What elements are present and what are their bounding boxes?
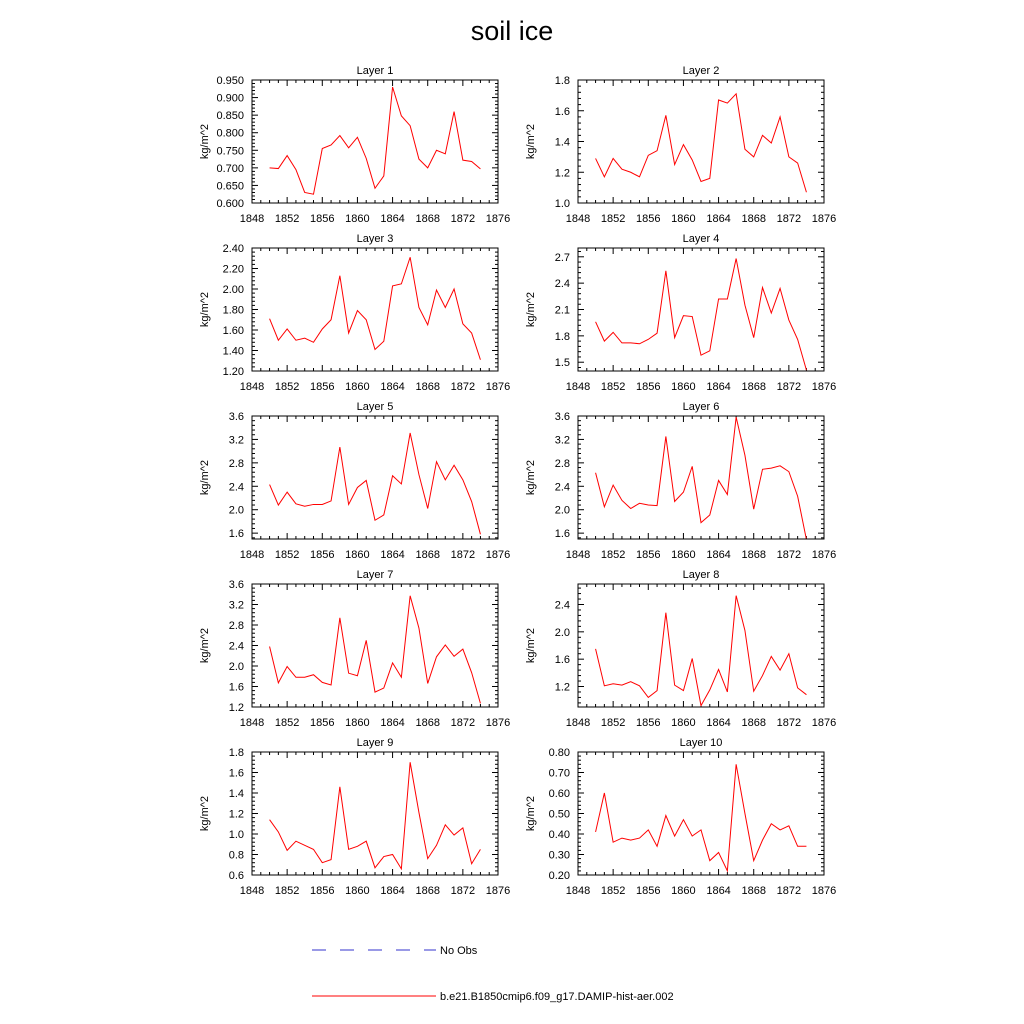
x-tick-label: 1860 bbox=[671, 381, 696, 393]
x-tick-label: 1872 bbox=[450, 549, 476, 561]
x-tick-label: 1872 bbox=[450, 885, 476, 897]
x-tick-label: 1868 bbox=[415, 213, 440, 225]
x-tick-label: 1860 bbox=[345, 549, 370, 561]
panel-layer-3 bbox=[199, 233, 510, 393]
x-tick-label: 1872 bbox=[450, 381, 476, 393]
x-tick-label: 1848 bbox=[565, 381, 591, 393]
x-tick-label: 1864 bbox=[706, 717, 731, 729]
panel-title: Layer 2 bbox=[682, 65, 720, 77]
y-tick-label: 0.700 bbox=[216, 162, 244, 175]
y-tick-label: 3.2 bbox=[554, 434, 570, 447]
panel-title: Layer 7 bbox=[356, 569, 394, 581]
y-tick-label: 1.6 bbox=[228, 767, 244, 780]
x-tick-label: 1848 bbox=[239, 213, 265, 225]
x-tick-label: 1876 bbox=[811, 213, 837, 225]
x-tick-label: 1856 bbox=[636, 381, 661, 393]
panel-layer-7 bbox=[199, 569, 510, 729]
x-tick-label: 1848 bbox=[239, 381, 265, 393]
y-tick-label: 0.600 bbox=[216, 198, 244, 210]
x-tick-label: 1848 bbox=[565, 213, 591, 225]
x-tick-label: 1864 bbox=[380, 381, 405, 393]
panel-title: Layer 1 bbox=[356, 65, 394, 77]
x-tick-label: 1868 bbox=[741, 213, 766, 225]
y-tick-label: 0.800 bbox=[216, 127, 244, 140]
y-tick-label: 2.40 bbox=[222, 243, 244, 255]
plot-frame bbox=[578, 80, 824, 203]
y-tick-label: 0.40 bbox=[548, 829, 570, 841]
y-axis-label: kg/m^2 bbox=[199, 627, 211, 664]
y-tick-label: 2.0 bbox=[554, 626, 570, 639]
y-tick-label: 1.6 bbox=[554, 105, 570, 118]
series-line bbox=[596, 764, 807, 871]
plot-frame bbox=[578, 584, 824, 707]
x-tick-label: 1856 bbox=[636, 549, 661, 561]
y-axis-label: kg/m^2 bbox=[199, 795, 211, 832]
y-tick-label: 1.4 bbox=[554, 136, 570, 149]
y-tick-label: 1.0 bbox=[228, 829, 244, 841]
panel-layer-9 bbox=[199, 737, 510, 897]
x-tick-label: 1852 bbox=[274, 549, 300, 561]
series-line bbox=[596, 94, 807, 192]
y-tick-label: 1.20 bbox=[222, 366, 244, 378]
x-tick-label: 1856 bbox=[310, 717, 335, 729]
y-axis-label: kg/m^2 bbox=[199, 123, 211, 160]
legend-model-label: b.e21.B1850cmip6.f09_g17.DAMIP-hist-aer.002 bbox=[440, 991, 674, 1003]
x-tick-label: 1856 bbox=[310, 381, 335, 393]
y-tick-label: 3.6 bbox=[554, 411, 570, 423]
x-tick-label: 1860 bbox=[345, 717, 370, 729]
x-tick-label: 1860 bbox=[671, 213, 696, 225]
x-tick-label: 1848 bbox=[565, 717, 591, 729]
x-tick-label: 1872 bbox=[776, 213, 802, 225]
y-tick-label: 1.8 bbox=[554, 330, 570, 343]
series-line bbox=[270, 762, 481, 869]
y-tick-label: 0.850 bbox=[216, 110, 244, 123]
y-tick-label: 1.8 bbox=[554, 75, 570, 87]
x-tick-label: 1868 bbox=[741, 381, 766, 393]
series-line bbox=[270, 433, 481, 534]
x-tick-label: 1876 bbox=[485, 381, 511, 393]
x-tick-label: 1852 bbox=[274, 381, 300, 393]
x-tick-label: 1872 bbox=[450, 717, 476, 729]
y-tick-label: 2.4 bbox=[554, 278, 570, 291]
y-tick-label: 0.80 bbox=[548, 747, 570, 759]
x-tick-label: 1848 bbox=[565, 885, 591, 897]
x-tick-label: 1876 bbox=[485, 885, 511, 897]
panel-title: Layer 8 bbox=[682, 569, 720, 581]
series-line bbox=[596, 259, 807, 371]
y-tick-label: 0.750 bbox=[216, 145, 244, 158]
x-tick-label: 1856 bbox=[636, 885, 661, 897]
y-tick-label: 1.60 bbox=[222, 325, 244, 337]
series-line bbox=[596, 596, 807, 706]
x-tick-label: 1852 bbox=[600, 213, 626, 225]
y-tick-label: 1.6 bbox=[228, 528, 244, 541]
x-tick-label: 1876 bbox=[811, 717, 837, 729]
y-axis-label: kg/m^2 bbox=[525, 459, 537, 496]
x-tick-label: 1876 bbox=[485, 213, 511, 225]
y-tick-label: 2.4 bbox=[554, 599, 570, 612]
panel-title: Layer 3 bbox=[356, 233, 394, 245]
y-tick-label: 2.4 bbox=[228, 640, 244, 653]
x-tick-label: 1860 bbox=[345, 885, 370, 897]
x-tick-label: 1868 bbox=[741, 885, 766, 897]
panel-title: Layer 9 bbox=[356, 737, 394, 749]
y-tick-label: 2.0 bbox=[228, 504, 244, 517]
x-tick-label: 1856 bbox=[636, 213, 661, 225]
x-tick-label: 1852 bbox=[274, 213, 300, 225]
x-tick-label: 1848 bbox=[239, 549, 265, 561]
x-tick-label: 1868 bbox=[415, 549, 440, 561]
panel-layer-6 bbox=[525, 401, 836, 561]
y-tick-label: 0.6 bbox=[228, 870, 244, 882]
x-tick-label: 1864 bbox=[706, 213, 731, 225]
x-tick-label: 1864 bbox=[706, 549, 731, 561]
x-tick-label: 1864 bbox=[380, 885, 405, 897]
y-tick-label: 3.2 bbox=[228, 434, 244, 447]
x-tick-label: 1872 bbox=[776, 549, 802, 561]
series-line bbox=[596, 417, 807, 539]
x-tick-label: 1852 bbox=[600, 885, 626, 897]
y-tick-label: 2.8 bbox=[228, 457, 244, 470]
plot-frame bbox=[252, 584, 498, 707]
x-tick-label: 1864 bbox=[380, 213, 405, 225]
plot-frame bbox=[252, 248, 498, 371]
x-tick-label: 1876 bbox=[811, 381, 837, 393]
y-tick-label: 0.20 bbox=[548, 870, 570, 882]
panel-title: Layer 6 bbox=[682, 401, 720, 413]
x-tick-label: 1852 bbox=[600, 381, 626, 393]
y-tick-label: 2.7 bbox=[554, 251, 570, 264]
x-tick-label: 1856 bbox=[310, 549, 335, 561]
x-tick-label: 1876 bbox=[811, 885, 837, 897]
x-tick-label: 1872 bbox=[776, 717, 802, 729]
x-tick-label: 1860 bbox=[345, 213, 370, 225]
series-line bbox=[270, 596, 481, 704]
panel-layer-4 bbox=[525, 233, 836, 393]
panel-title: Layer 5 bbox=[356, 401, 394, 413]
x-tick-label: 1864 bbox=[380, 717, 405, 729]
x-tick-label: 1860 bbox=[345, 381, 370, 393]
legend-obs-label: No Obs bbox=[440, 945, 478, 957]
y-tick-label: 1.2 bbox=[554, 681, 570, 694]
y-tick-label: 2.8 bbox=[554, 457, 570, 470]
y-tick-label: 1.2 bbox=[228, 808, 244, 821]
panel-layer-1 bbox=[199, 65, 510, 225]
y-axis-label: kg/m^2 bbox=[525, 627, 537, 664]
y-tick-label: 1.6 bbox=[554, 654, 570, 667]
x-tick-label: 1848 bbox=[239, 885, 265, 897]
y-tick-label: 0.50 bbox=[548, 808, 570, 821]
page-title: soil ice bbox=[470, 16, 554, 46]
plot-frame bbox=[578, 752, 824, 875]
y-axis-label: kg/m^2 bbox=[199, 291, 211, 328]
y-tick-label: 2.0 bbox=[228, 661, 244, 673]
x-tick-label: 1868 bbox=[415, 381, 440, 393]
y-tick-label: 1.40 bbox=[222, 345, 244, 358]
y-tick-label: 3.2 bbox=[228, 599, 244, 612]
y-tick-label: 2.00 bbox=[222, 284, 244, 296]
y-tick-label: 1.6 bbox=[228, 681, 244, 694]
x-tick-label: 1856 bbox=[636, 717, 661, 729]
y-tick-label: 0.30 bbox=[548, 849, 570, 862]
x-tick-label: 1860 bbox=[671, 885, 696, 897]
series-line bbox=[270, 257, 481, 360]
y-tick-label: 1.4 bbox=[228, 788, 244, 800]
y-tick-label: 1.5 bbox=[554, 357, 570, 370]
plot-frame bbox=[252, 80, 498, 203]
series-line bbox=[270, 87, 481, 194]
panel-title: Layer 4 bbox=[682, 233, 720, 245]
x-tick-label: 1876 bbox=[485, 549, 511, 561]
plot-frame bbox=[252, 752, 498, 875]
x-tick-label: 1872 bbox=[776, 885, 802, 897]
y-tick-label: 0.70 bbox=[548, 767, 570, 780]
plot-frame bbox=[578, 248, 824, 371]
y-tick-label: 0.8 bbox=[228, 849, 244, 862]
y-tick-label: 0.60 bbox=[548, 788, 570, 800]
x-tick-label: 1864 bbox=[706, 885, 731, 897]
y-axis-label: kg/m^2 bbox=[525, 795, 537, 832]
y-tick-label: 0.900 bbox=[216, 92, 244, 105]
x-tick-label: 1864 bbox=[380, 549, 405, 561]
y-tick-label: 1.8 bbox=[228, 747, 244, 759]
x-tick-label: 1868 bbox=[415, 717, 440, 729]
y-tick-label: 3.6 bbox=[228, 411, 244, 423]
y-tick-label: 1.80 bbox=[222, 304, 244, 317]
x-tick-label: 1852 bbox=[274, 717, 300, 729]
x-tick-label: 1848 bbox=[239, 717, 265, 729]
x-tick-label: 1856 bbox=[310, 213, 335, 225]
y-tick-label: 2.0 bbox=[554, 504, 570, 517]
y-tick-label: 2.1 bbox=[554, 304, 570, 317]
y-tick-label: 2.8 bbox=[228, 620, 244, 632]
y-tick-label: 2.20 bbox=[222, 263, 244, 276]
y-axis-label: kg/m^2 bbox=[525, 123, 537, 160]
y-axis-label: kg/m^2 bbox=[199, 459, 211, 496]
x-tick-label: 1852 bbox=[600, 717, 626, 729]
x-tick-label: 1876 bbox=[811, 549, 837, 561]
y-tick-label: 3.6 bbox=[228, 579, 244, 591]
legend bbox=[312, 945, 674, 1003]
panel-layer-10 bbox=[525, 737, 836, 897]
x-tick-label: 1860 bbox=[671, 549, 696, 561]
panel-layer-2 bbox=[525, 65, 836, 225]
y-tick-label: 1.2 bbox=[228, 702, 244, 714]
x-tick-label: 1868 bbox=[741, 717, 766, 729]
x-tick-label: 1860 bbox=[671, 717, 696, 729]
x-tick-label: 1872 bbox=[776, 381, 802, 393]
panel-layer-5 bbox=[199, 401, 510, 561]
y-tick-label: 2.4 bbox=[554, 481, 570, 494]
x-tick-label: 1868 bbox=[741, 549, 766, 561]
y-tick-label: 0.950 bbox=[216, 75, 244, 87]
y-tick-label: 1.0 bbox=[554, 198, 570, 210]
x-tick-label: 1876 bbox=[485, 717, 511, 729]
x-tick-label: 1852 bbox=[274, 885, 300, 897]
x-tick-label: 1848 bbox=[565, 549, 591, 561]
y-tick-label: 0.650 bbox=[216, 180, 244, 193]
x-tick-label: 1872 bbox=[450, 213, 476, 225]
y-tick-label: 2.4 bbox=[228, 481, 244, 494]
y-axis-label: kg/m^2 bbox=[525, 291, 537, 328]
x-tick-label: 1868 bbox=[415, 885, 440, 897]
x-tick-label: 1864 bbox=[706, 381, 731, 393]
y-tick-label: 1.2 bbox=[554, 167, 570, 180]
panel-layer-8 bbox=[525, 569, 836, 729]
x-tick-label: 1856 bbox=[310, 885, 335, 897]
x-tick-label: 1852 bbox=[600, 549, 626, 561]
y-tick-label: 1.6 bbox=[554, 528, 570, 541]
panel-title: Layer 10 bbox=[679, 737, 723, 749]
